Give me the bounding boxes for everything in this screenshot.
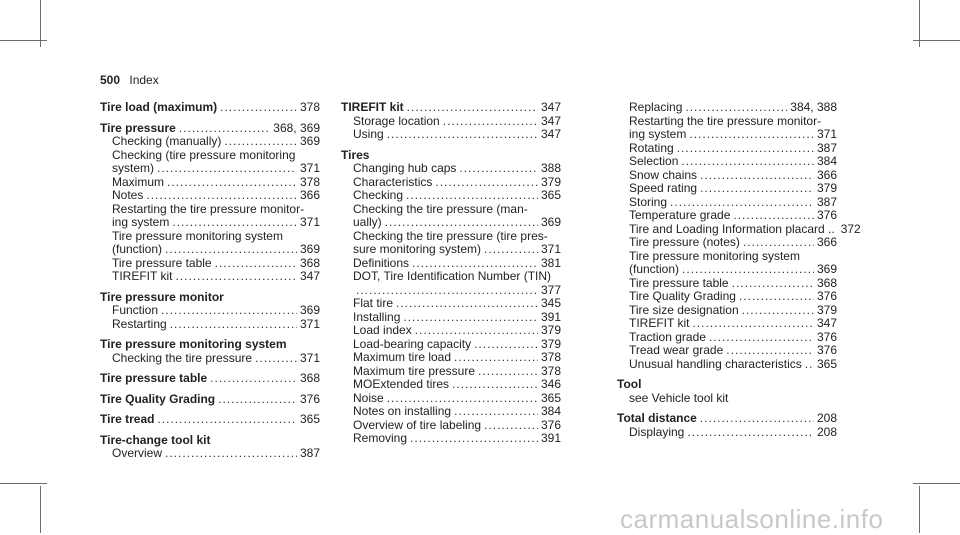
dot-leader	[406, 189, 538, 203]
index-entry-sub	[100, 304, 320, 318]
page-ref: 379	[540, 323, 561, 337]
entry-label: Tire pressure	[100, 120, 176, 135]
index-entry-main	[617, 412, 837, 426]
page-ref: 368, 369	[273, 120, 320, 135]
watermark: carmanualsonline.info	[620, 504, 884, 534]
dot-leader	[687, 426, 814, 440]
page-ref: 347	[816, 316, 837, 330]
dot-leader	[415, 324, 538, 338]
index-entry-sub	[100, 243, 320, 257]
index-entry-sub	[341, 419, 561, 433]
dot-leader	[454, 351, 538, 365]
dot-leader	[459, 162, 538, 176]
index-entry-sub	[341, 216, 561, 230]
entry-label: TIREFIT kit	[341, 100, 404, 114]
page-ref: 376	[816, 343, 837, 357]
index-entry-sub	[617, 263, 837, 277]
page-ref: 378	[540, 363, 561, 378]
dot-leader	[435, 176, 538, 190]
index-subline: see Vehicle tool kit	[629, 390, 729, 405]
entry-label: Displaying	[629, 424, 685, 439]
entry-label: Traction grade	[629, 329, 706, 344]
index-heading: Tool	[617, 377, 642, 391]
page-ref: 391	[540, 431, 561, 445]
entry-label: Snow chains	[629, 167, 698, 182]
index-entry-main	[100, 413, 320, 427]
entry-label: Noise	[353, 390, 384, 405]
dot-leader	[157, 162, 297, 176]
dot-leader	[685, 101, 787, 115]
page-ref: 347	[540, 127, 561, 141]
entry-label: ing system	[629, 127, 687, 141]
entry-label: (function)	[112, 242, 163, 256]
page-ref: 208	[816, 411, 837, 425]
index-entry-main	[100, 393, 320, 407]
index-entry-sub	[341, 257, 561, 271]
dot-leader	[210, 372, 297, 386]
index-subline: Checking (tire pressure monitoring	[112, 147, 296, 162]
dot-leader	[179, 122, 270, 136]
index-entry-main	[100, 122, 320, 136]
entry-label: Checking	[353, 188, 404, 202]
page-ref: 378	[540, 350, 561, 364]
page-ref: 366	[816, 235, 837, 249]
page-ref: 387	[299, 446, 320, 460]
index-entry-sub	[617, 196, 837, 210]
dot-leader	[170, 318, 297, 332]
entry-label: Load-bearing capacity	[353, 336, 472, 351]
page-ref: 346	[540, 377, 561, 391]
dot-leader	[670, 196, 814, 210]
page-ref: 368	[816, 275, 837, 290]
crop-mark	[0, 483, 47, 484]
index-entry-sub	[100, 176, 320, 190]
entry-label: TIREFIT kit	[629, 316, 690, 330]
dot-leader	[805, 358, 814, 372]
index-entry-sub	[617, 426, 837, 440]
entry-label: Tire pressure table	[629, 275, 729, 290]
page-ref: 376	[816, 208, 837, 222]
page-ref: 379	[816, 181, 837, 195]
dot-leader	[146, 189, 297, 203]
dot-leader	[739, 290, 814, 304]
page-ref: 347	[540, 113, 561, 128]
index-entry-sub	[341, 115, 561, 129]
page-ref: 347	[299, 269, 320, 283]
dot-leader	[709, 331, 814, 345]
page-ref: 379	[816, 302, 837, 317]
index-subline: DOT, Tire Identification Number (TIN)	[353, 269, 552, 283]
entry-label: Maximum tire pressure	[353, 363, 476, 378]
dot-leader	[726, 344, 814, 358]
dot-leader	[474, 338, 538, 352]
entry-label: Using	[353, 127, 384, 141]
dot-leader	[215, 257, 297, 271]
dot-leader	[677, 142, 814, 156]
page-ref: 387	[816, 194, 837, 209]
index-heading: Tire pressure monitor	[100, 289, 224, 304]
entry-label: Storing	[629, 194, 668, 209]
dot-leader	[255, 352, 297, 366]
crop-mark	[40, 0, 41, 47]
index-heading: Tire-change tool kit	[100, 432, 211, 447]
index-entry-sub	[100, 216, 320, 230]
index-entry-sub	[100, 447, 320, 461]
index-entry-sub	[341, 311, 561, 325]
entry-gap	[617, 371, 837, 378]
entry-label: Speed rating	[629, 181, 698, 195]
page-ref: 366	[299, 188, 320, 202]
dot-leader	[167, 176, 297, 190]
entry-label: Tread wear grade	[629, 343, 724, 357]
dot-leader	[484, 419, 538, 433]
page-ref: 371	[299, 350, 320, 365]
dot-leader	[733, 209, 814, 223]
page-ref: 365	[540, 390, 561, 405]
entry-label: Rotating	[629, 140, 674, 155]
index-entry-sub	[617, 317, 837, 331]
index-entry-sub	[341, 243, 561, 257]
index-heading: Tires	[341, 147, 370, 162]
dot-leader	[452, 378, 538, 392]
entry-label: Tire pressure table	[112, 255, 212, 270]
index-entry-sub	[341, 378, 561, 392]
entry-label: Characteristics	[353, 174, 433, 189]
crop-mark	[40, 486, 41, 533]
index-entry-sub	[617, 142, 837, 156]
index-subline: Checking the tire pressure (tire pres-	[353, 228, 548, 243]
dot-leader	[407, 101, 538, 115]
index-entry-sub	[341, 128, 561, 142]
entry-label: Storage location	[353, 113, 440, 128]
index-entry-sub	[617, 290, 837, 304]
page-ref: 368	[299, 371, 320, 385]
index-entry-sub	[617, 209, 837, 223]
index-column-2	[341, 101, 561, 446]
dot-leader	[396, 297, 538, 311]
index-column-3	[617, 100, 861, 439]
entry-label: Flat tire	[353, 296, 394, 310]
dot-leader	[700, 169, 814, 183]
page-ref: 376	[299, 391, 320, 406]
page-ref: 376	[540, 417, 561, 432]
index-entry-sub	[341, 297, 561, 311]
index-subline: Restarting the tire pressure monitor-	[629, 113, 822, 128]
index-entry-sub	[617, 182, 837, 196]
dot-leader	[165, 243, 297, 257]
entry-label: Overview	[112, 446, 163, 460]
page-ref: 388	[540, 161, 561, 175]
index-entry-sub	[341, 405, 561, 419]
entry-label: Tire tread	[100, 412, 155, 426]
dot-leader	[700, 182, 814, 196]
dot-leader	[387, 392, 538, 406]
index-entry-sub	[617, 344, 837, 358]
entry-label: Temperature grade	[629, 208, 731, 222]
crop-mark	[919, 486, 920, 533]
page-ref: 379	[540, 336, 561, 351]
page-ref: 391	[540, 309, 561, 324]
entry-label: MOExtended tires	[353, 377, 450, 391]
page-ref: 347	[540, 100, 561, 114]
index-entry-sub	[341, 162, 561, 176]
entry-label: Tire pressure table	[100, 371, 208, 385]
dot-leader	[157, 413, 297, 427]
dot-leader	[681, 155, 814, 169]
index-heading: Tire pressure monitoring system	[100, 337, 287, 351]
entry-label: Tire load (maximum)	[100, 100, 218, 114]
entry-gap	[341, 142, 561, 149]
dot-leader	[732, 277, 814, 291]
page-ref: 379	[540, 174, 561, 189]
index-entry-sub	[617, 358, 837, 372]
page-ref: 371	[816, 127, 837, 141]
index-entry-sub	[100, 189, 320, 203]
dot-leader	[410, 432, 538, 446]
entry-label: TIREFIT kit	[112, 269, 173, 283]
dot-leader	[682, 263, 814, 277]
index-entry-sub	[100, 162, 320, 176]
index-entry-main	[100, 101, 320, 115]
index-entry-sub	[341, 176, 561, 190]
page-ref: 378	[299, 100, 320, 114]
page-ref: 387	[816, 140, 837, 155]
index-entry-sub	[100, 135, 320, 149]
page-ref: 369	[299, 303, 320, 317]
dot-leader	[385, 216, 538, 230]
dot-leader	[484, 243, 538, 257]
entry-label: Checking the tire pressure	[112, 350, 253, 365]
page-ref: 369	[540, 215, 561, 229]
entry-label: (function)	[629, 262, 680, 276]
page-ref: 378	[299, 174, 320, 189]
index-entry-main	[100, 372, 320, 386]
entry-label: Changing hub caps	[353, 161, 457, 175]
entry-label: Checking (manually)	[112, 134, 222, 148]
page-ref: 365	[299, 412, 320, 426]
entry-label: sure monitoring system)	[353, 242, 482, 256]
page-ref: 368	[299, 255, 320, 270]
dot-leader	[403, 311, 538, 325]
entry-label: ing system	[112, 215, 170, 229]
page-ref: 365	[540, 188, 561, 202]
index-entry-sub	[341, 284, 561, 298]
page-ref: 371	[299, 316, 320, 331]
page-ref: 369	[299, 242, 320, 256]
entry-label: Tire Quality Grading	[100, 391, 216, 406]
index-entry-main	[341, 101, 561, 115]
dot-leader	[478, 365, 538, 379]
index-entry-sub	[341, 189, 561, 203]
entry-label: Restarting	[112, 316, 167, 331]
entry-label: Definitions	[353, 255, 410, 270]
index-entry-sub	[100, 270, 320, 284]
page-ref: 366	[816, 167, 837, 182]
page-ref: 345	[540, 296, 561, 310]
entry-label: Selection	[629, 154, 679, 168]
entry-label: Tire size designation	[629, 302, 739, 317]
page-number: 500	[100, 73, 121, 87]
dot-leader	[443, 115, 538, 129]
index-subline: Restarting the tire pressure monitor-	[112, 201, 305, 216]
page-ref: 376	[816, 289, 837, 303]
crop-mark	[919, 0, 920, 47]
entry-label: Tire pressure (notes)	[629, 235, 740, 249]
index-entry-sub	[100, 257, 320, 271]
page-ref: 381	[540, 255, 561, 270]
page-ref: 376	[816, 329, 837, 344]
entry-label: Load index	[353, 323, 412, 337]
index-entry-sub	[341, 351, 561, 365]
entry-label: Total distance	[617, 411, 697, 425]
page-ref: 384	[540, 404, 561, 418]
entry-label: Notes	[112, 188, 144, 202]
dot-leader	[387, 128, 538, 142]
index-entry-sub	[341, 324, 561, 338]
index-entry-sub	[341, 338, 561, 352]
dot-leader	[700, 412, 814, 426]
index-entry-sub	[100, 352, 320, 366]
index-entry-sub	[617, 169, 837, 183]
entry-label: Maximum	[112, 174, 165, 189]
index-subline: Tire pressure monitoring system	[112, 228, 283, 243]
index-subline: Checking the tire pressure (man-	[353, 201, 528, 216]
index-entry-sub	[617, 221, 861, 237]
dot-leader	[224, 135, 297, 149]
dot-leader	[220, 101, 297, 115]
dot-leader	[692, 317, 814, 331]
index-entry-sub	[617, 155, 837, 169]
index-entry-sub	[341, 392, 561, 406]
entry-label: Installing	[353, 309, 401, 324]
index-entry-sub	[100, 318, 320, 332]
index-entry-sub	[341, 365, 561, 379]
dot-leader	[454, 405, 538, 419]
dot-leader	[165, 447, 297, 461]
dot-leader	[218, 393, 297, 407]
section-title: Index	[129, 73, 159, 87]
entry-label: ually)	[353, 215, 382, 229]
crop-mark	[913, 40, 960, 41]
crop-mark	[913, 483, 960, 484]
page-ref: 372	[840, 221, 861, 236]
dot-leader	[689, 128, 814, 142]
entry-label: system)	[112, 161, 154, 175]
dot-leader	[742, 304, 814, 318]
dot-leader	[356, 284, 538, 298]
index-entry-sub	[617, 101, 837, 115]
entry-label: Tire Quality Grading	[629, 289, 736, 303]
index-subline: Tire pressure monitoring system	[629, 248, 800, 263]
index-entry-sub	[617, 128, 837, 142]
dot-leader	[172, 216, 297, 230]
entry-label: Unusual handling characteristics	[629, 356, 802, 371]
page-ref: 208	[816, 424, 837, 439]
page-ref: 371	[299, 215, 320, 229]
page-ref: 369	[816, 262, 837, 276]
entry-label: Replacing	[629, 100, 683, 114]
entry-label: Tire and Loading Information placard ..	[629, 221, 835, 236]
dot-leader	[743, 236, 814, 250]
page-ref: 369	[299, 134, 320, 148]
page-header	[100, 73, 159, 87]
entry-label: Function	[112, 303, 159, 317]
page-ref: 365	[816, 356, 837, 371]
index-entry-sub	[617, 304, 837, 318]
index-entry-sub	[617, 277, 837, 291]
index-entry-sub	[341, 432, 561, 446]
dot-leader	[175, 270, 297, 284]
page-ref: 384, 388	[790, 100, 837, 114]
page-ref: 371	[540, 242, 561, 256]
page-ref: 384	[816, 154, 837, 168]
dot-leader	[161, 304, 297, 318]
entry-label: Maximum tire load	[353, 350, 452, 364]
entry-label: Removing	[353, 431, 408, 445]
index-entry-sub	[617, 331, 837, 345]
dot-leader	[412, 257, 538, 271]
entry-label: Notes on installing	[353, 404, 452, 418]
page-ref: 377	[540, 282, 561, 297]
page-ref: 371	[299, 161, 320, 175]
index-entry-sub	[617, 236, 837, 250]
index-column-1	[100, 101, 320, 461]
entry-label: Overview of tire labeling	[353, 417, 482, 432]
